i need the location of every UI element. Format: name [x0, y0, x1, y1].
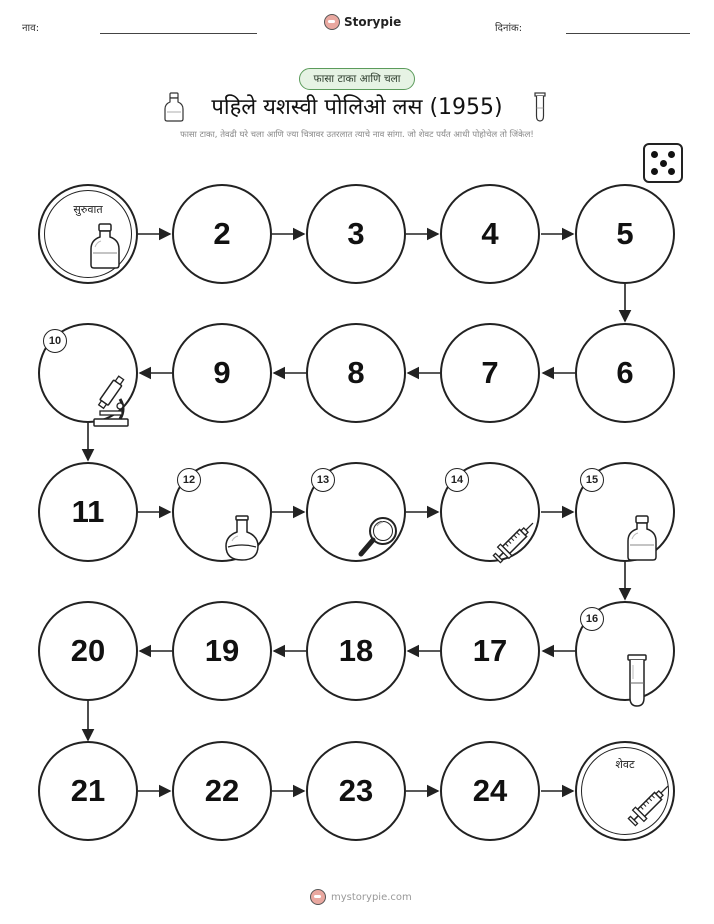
start-space[interactable]: [38, 184, 138, 284]
space-number-badge: 14: [445, 468, 469, 492]
space-number: 8: [347, 355, 365, 390]
page-title: पहिले यशस्वी पोलिओ लस (1955): [211, 95, 503, 120]
brand-name: Storypie: [344, 15, 402, 29]
space-number: 6: [616, 355, 634, 390]
space-number: 3: [347, 216, 365, 251]
board-space-6[interactable]: [575, 323, 675, 423]
board-space-17[interactable]: [440, 601, 540, 701]
board-space-21[interactable]: [38, 741, 138, 841]
board-space-3[interactable]: [306, 184, 406, 284]
board-space-19[interactable]: [172, 601, 272, 701]
board-space-20[interactable]: [38, 601, 138, 701]
space-number: 22: [204, 773, 240, 808]
board-space-11[interactable]: [38, 462, 138, 562]
board-space-2[interactable]: [172, 184, 272, 284]
space-number-badge: 15: [580, 468, 604, 492]
storypie-mascot-icon: [310, 889, 326, 905]
instructions: फासा टाका, तेवढी घरे चला आणि ज्या चित्रावर उतरलात त्याचे नाव सांगा. जो शेवट पर्यंत आधी पोहोचेल तो जिंकेल!: [180, 130, 534, 140]
space-number-badge: 12: [177, 468, 201, 492]
board-space-8[interactable]: [306, 323, 406, 423]
space-number: 11: [71, 494, 105, 529]
space-number-badge: 10: [43, 329, 67, 353]
date-label: दिनांक:: [495, 23, 523, 34]
space-number: 24: [472, 773, 508, 808]
board-space-7[interactable]: [440, 323, 540, 423]
space-number: 20: [70, 633, 106, 668]
space-number: 9: [213, 355, 231, 390]
space-number-badge: 16: [580, 607, 604, 631]
board-space-5[interactable]: [575, 184, 675, 284]
finish-label: शेवट: [615, 758, 635, 771]
board-space-4[interactable]: [440, 184, 540, 284]
footer: [310, 889, 412, 905]
space-number: 21: [70, 773, 106, 808]
board-space-23[interactable]: [306, 741, 406, 841]
finish-space[interactable]: [575, 741, 675, 841]
space-number: 4: [481, 216, 499, 251]
board-space-24[interactable]: [440, 741, 540, 841]
space-number: 2: [213, 216, 231, 251]
board-space-22[interactable]: [172, 741, 272, 841]
space-number: 17: [472, 633, 508, 668]
name-label: नाव:: [22, 23, 40, 34]
board-space-9[interactable]: [172, 323, 272, 423]
space-number: 18: [338, 633, 374, 668]
space-number-badge: 13: [311, 468, 335, 492]
start-label: सुरुवात: [73, 203, 103, 216]
space-number: 5: [616, 216, 634, 251]
space-number: 7: [481, 355, 499, 390]
space-number: 19: [204, 633, 240, 668]
board-space-18[interactable]: [306, 601, 406, 701]
footer-url[interactable]: mystorypie.com: [331, 891, 412, 903]
space-number: 23: [338, 773, 374, 808]
game-tag: फासा टाका आणि चला: [299, 68, 415, 90]
